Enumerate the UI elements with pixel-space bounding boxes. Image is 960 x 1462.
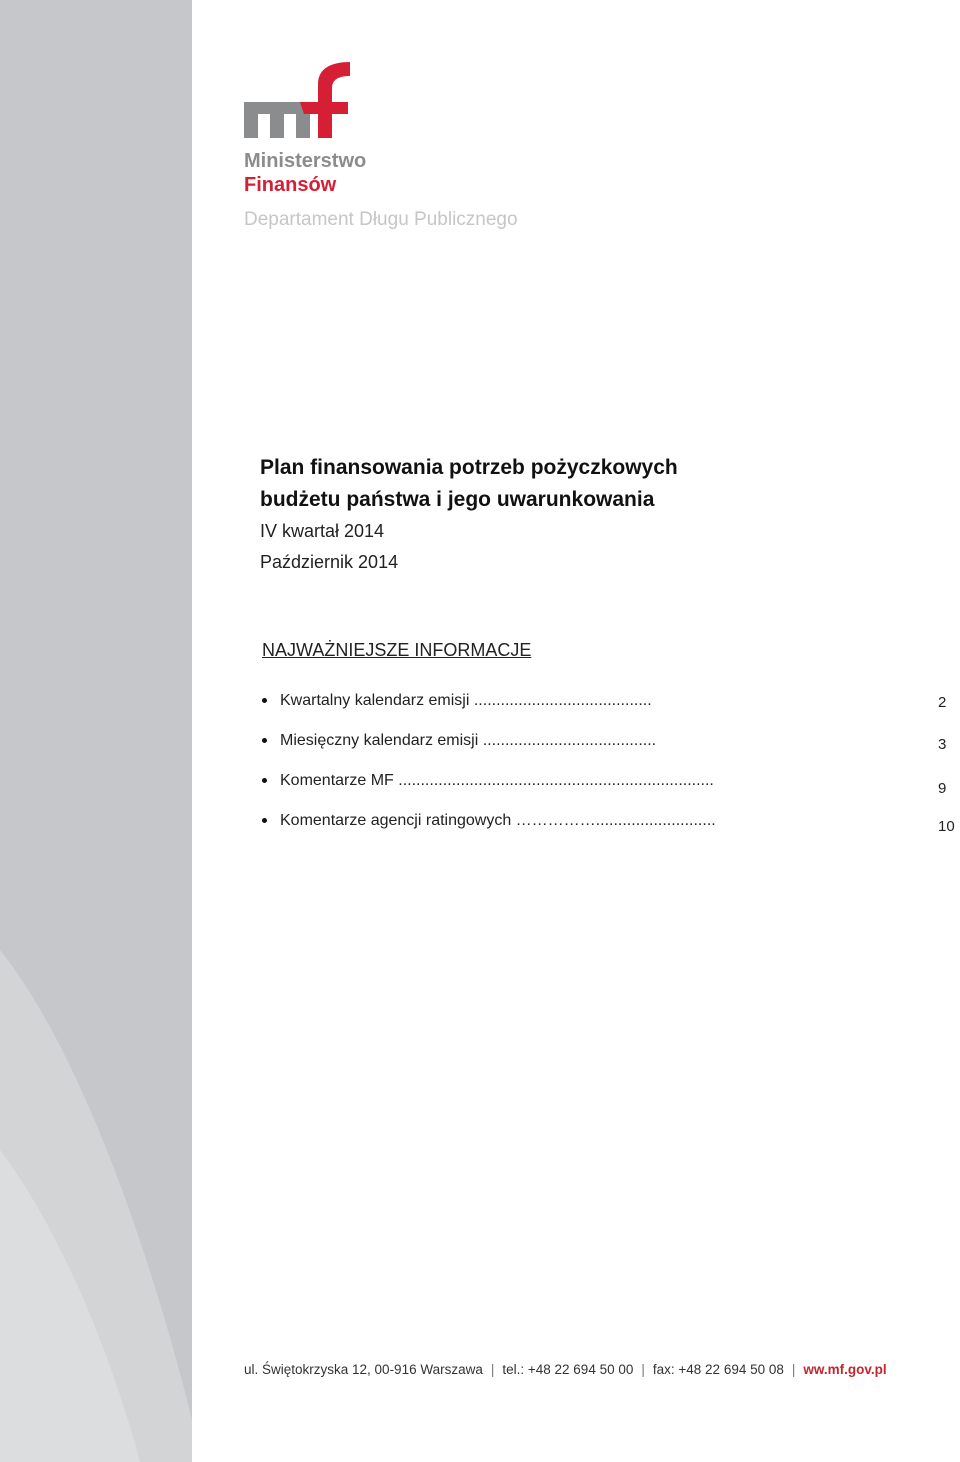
toc-item-label: Kwartalny kalendarz emisji ........................................ (280, 692, 652, 709)
table-of-contents (262, 688, 960, 848)
toc-item-label: Komentarze MF ....................................................................... (280, 772, 714, 789)
ministry-name-line1: Ministerstwo (244, 150, 367, 172)
toc-item-page: 2 (938, 694, 947, 711)
department-name: Departament Długu Publicznego (244, 209, 518, 230)
toc-item-label: Komentarze agencji ratingowych ……………........................... (280, 812, 716, 829)
document-title-block (260, 452, 678, 578)
footer-address: ul. Świętokrzyska 12, 00-916 Warszawa (244, 1362, 483, 1377)
toc-item[interactable] (262, 688, 960, 728)
footer-separator: | (641, 1362, 645, 1377)
ministry-name-line2: Finansów (244, 174, 337, 196)
footer-website-link[interactable]: ww.mf.gov.pl (803, 1362, 887, 1377)
bullet-icon (262, 738, 267, 743)
footer-fax: fax: +48 22 694 50 08 (652, 1362, 784, 1377)
toc-item-page: 3 (938, 736, 947, 753)
footer-phone: tel.: +48 22 694 50 00 (502, 1362, 634, 1377)
toc-item[interactable] (262, 728, 960, 768)
sidebar-curves (0, 0, 192, 1462)
footer-separator: | (791, 1362, 796, 1377)
bullet-icon (262, 698, 267, 703)
toc-item[interactable] (262, 808, 960, 848)
mf-logo-icon (244, 62, 354, 142)
toc-item[interactable] (262, 768, 960, 808)
document-quarter: IV kwartał 2014 (260, 521, 385, 541)
document-title-line1: Plan finansowania potrzeb pożyczkowych (260, 456, 678, 479)
toc-item-label: Miesięczny kalendarz emisji ....................................... (280, 732, 657, 749)
document-title-line2: budżetu państwa i jego uwarunkowania (260, 488, 655, 511)
document-month: Październik 2014 (260, 552, 399, 572)
ministry-name (244, 149, 366, 197)
bullet-icon (262, 818, 267, 823)
toc-heading[interactable]: NAJWAŻNIEJSZE INFORMACJE (262, 640, 532, 660)
bullet-icon (262, 778, 267, 783)
footer-contact (244, 1362, 887, 1377)
sidebar-panel (0, 0, 192, 1462)
footer-separator: | (490, 1362, 495, 1377)
toc-item-page: 10 (938, 818, 955, 835)
toc-item-page: 9 (938, 780, 947, 797)
